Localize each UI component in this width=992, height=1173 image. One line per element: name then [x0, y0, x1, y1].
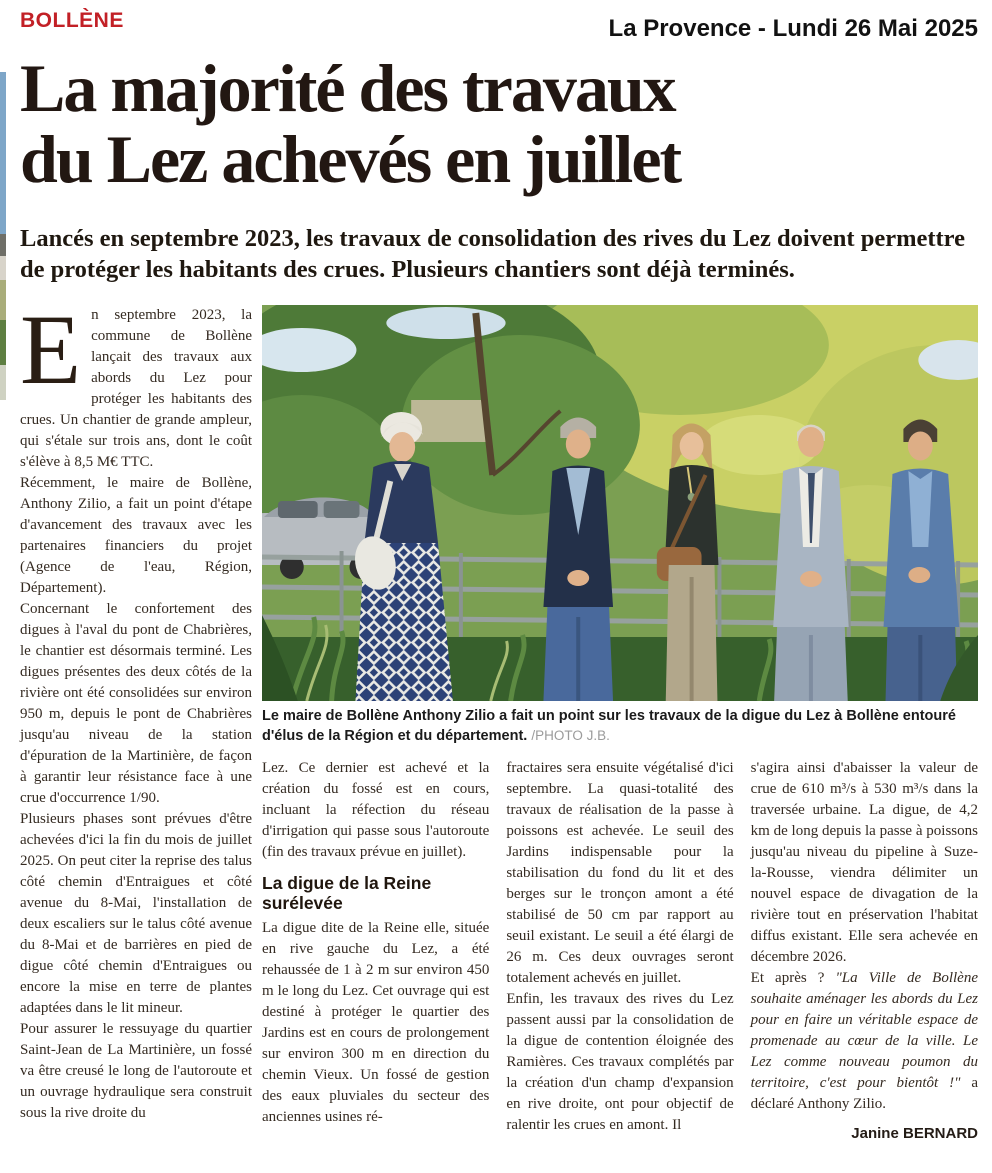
paragraph: Récemment, le maire de Bollène, Anthony Zilio, a fait un point d'étape d'avancement des travaux avec les partenaires financiers du projet (Agence de l'eau, Région, Département). — [20, 475, 252, 597]
page-edge-artifact — [0, 234, 6, 256]
photo-illustration — [262, 305, 978, 701]
paragraph: Concernant le confortement des digues à l'aval du pont de Chabrières, le chantier est désormais terminé. Les digues présentes des deux côtés de la rivière ont été consolidées sur environ 950 m, depuis le pont de Chabrières jusqu'au niveau de la station d'épuration de la Martinière, de façon à garantir leur résistance face à une crue d'occurrence 1/90. — [20, 601, 252, 807]
article-right-zone — [262, 305, 978, 1142]
article-standfirst: Lancés en septembre 2023, les travaux de consolidation des rives du Lez doivent permettre de protéger les habitants des crues. Plusieurs chantiers sont déjà terminés. — [20, 225, 965, 283]
crosshead: La digue de la Reine surélevée — [262, 873, 432, 914]
photo-caption — [262, 707, 978, 746]
section-kicker: BOLLÈNE — [20, 9, 124, 32]
page-edge-artifact — [0, 320, 6, 365]
page-edge-artifact — [0, 365, 6, 400]
quote-tail: a déclaré Anthony Zilio. — [750, 1075, 978, 1113]
photo-credit: /PHOTO J.B. — [531, 727, 610, 743]
mayor-quote: "La Ville de Bollène souhaite aménager les abords du Lez pour en faire un véritable espace de promenade au cœur de la ville. Le Lez comme nouveau poumon du territoire, c'est pour bientôt !" — [750, 970, 978, 1092]
headline-line2: du Lez achevés en juillet — [20, 120, 681, 197]
paragraph: Pour assurer le ressuyage du quartier Saint-Jean de La Martinière, un fossé va être creusé le long de l'autoroute et un ouvrage hydraulique sera construit sous la rive droite du — [20, 1021, 252, 1122]
article-lower-columns — [262, 758, 978, 1142]
masthead — [20, 0, 978, 43]
quote-lead: Et après ? — [750, 970, 836, 987]
article-column-2 — [262, 758, 489, 1142]
article-column-4 — [751, 758, 978, 1142]
paragraph: Plusieurs phases sont prévues d'être achevées d'ici la fin du mois de juillet 2025. On peut citer la reprise des talus côté chemin d'Entraigues et côté avenue du 8-Mai, l'installation de deux escaliers sur le talus côté avenue du 8-Mai et de barrières en pied de digue côté chemin d'Entraigues ou encore la mise en terre de plantes adaptées dans le lit mineur. — [20, 811, 252, 1017]
page-edge-artifact — [0, 72, 6, 234]
article-column-1 — [20, 294, 252, 1142]
paragraph: Lez. Ce dernier est achevé et la création du fossé est en cours, incluant la réfection du réseau d'irrigation qui passe sous l'autoroute (fin des travaux prévue en juillet). — [262, 760, 490, 861]
caption-text: Le maire de Bollène Anthony Zilio a fait un point sur les travaux de la digue du Lez à Bollène entouré d'élus de la Région et du département. — [262, 708, 956, 744]
paragraph: s'agira ainsi d'abaisser la valeur de crue de 610 m³/s à 530 m³/s dans la traversée urbaine. La digue, de 4,2 km de long depuis la passe à poissons jusqu'au niveau du pipeline à Suze-la-Rousse, viendra délimiter un nouvel espace de divagation de la rivière tout en préservation l'habitat diffus existant. Elle sera achevée en décembre 2026. — [750, 760, 978, 966]
page-edge-artifact — [0, 280, 6, 320]
article-photo — [262, 305, 978, 701]
paragraph: Enfin, les travaux des rives du Lez passent aussi par la consolidation de la digue de contention éloignée des Ramières. Ces travaux complétés par la création d'un champ d'expansion en rive droite, ont pour objectif de ralentir les crues en amont. Il — [506, 991, 734, 1134]
paragraph: La digue dite de la Reine elle, située en rive gauche du Lez, a été rehaussée de 1 à 2 m sur environ 450 m le long du Lez. Cet ouvrage qui est destiné à protéger le quartier des Jardins est en cours de prolongement sur environ 300 m en direction du chemin Vieux. Un fossé de gestion des eaux pluviales du secteur des anciennes usines ré- — [262, 919, 490, 1125]
article-column-3 — [506, 758, 733, 1142]
article-body — [20, 294, 978, 1143]
paragraph: fractaires sera ensuite végétalisé d'ici septembre. La quasi-totalité des travaux de réalisation de la passe à poissons est achevée. Le seuil des Jardins indispensable pour la stabilisation du fond du lit et des berges sur le tronçon amont a été stabilisé de 50 cm par rapport au seuil existant. Le seuil a été élargi de 26 m. Ces deux ouvrages seront totalement achevés en juillet. — [506, 760, 734, 987]
drop-cap: E — [20, 294, 82, 406]
page-edge-artifact — [0, 256, 6, 280]
paragraph: En septembre 2023, la commune de Bollène lançait des travaux aux abords du Lez pour protéger les habitants des crues. Un chantier de grande ampleur, qui s'étale sur trois ans, dont le coût s'élève à 8,5 M€ TTC. — [20, 294, 252, 471]
byline: Janine BERNARD — [851, 1125, 978, 1143]
headline-line1: La majorité des travaux — [20, 50, 675, 126]
publication-dateline: La Provence - Lundi 26 Mai 2025 — [608, 15, 978, 42]
article-headline — [20, 50, 978, 197]
closing-paragraph — [751, 968, 978, 1115]
